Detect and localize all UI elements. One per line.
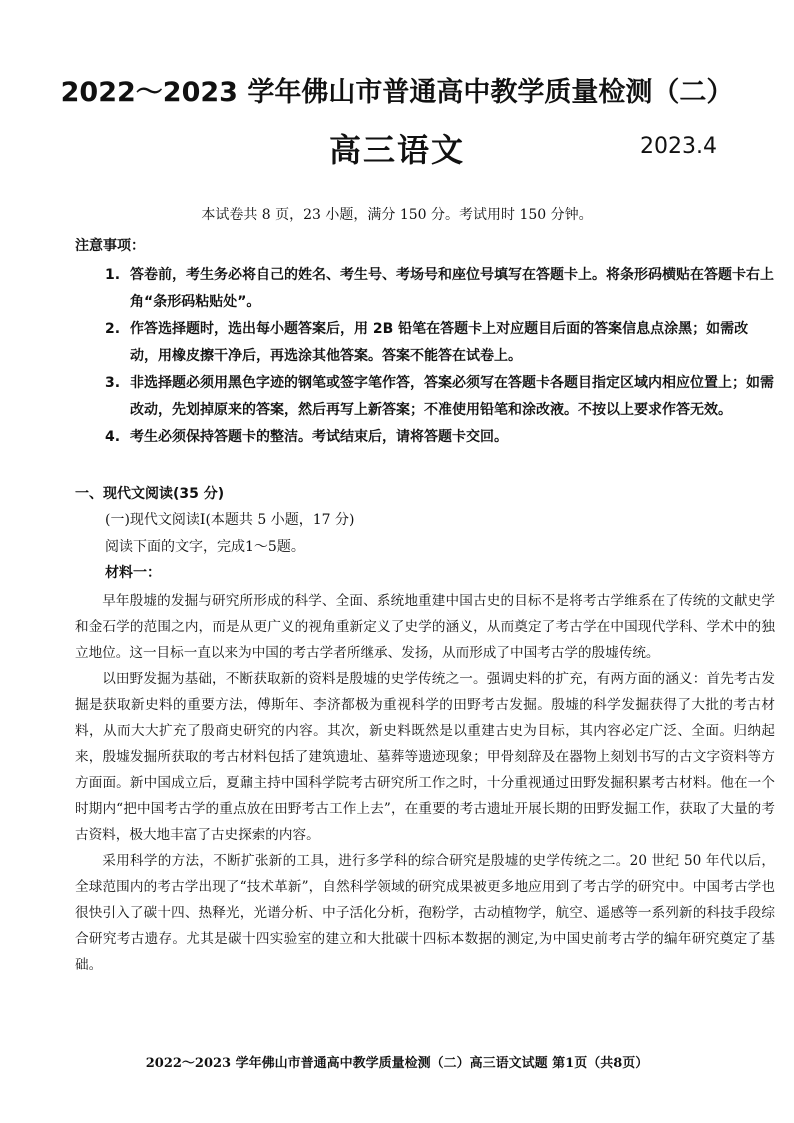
exam-title: 2022～2023 学年佛山市普通高中教学质量检测（二）	[60, 77, 734, 108]
notice-number: 3.	[105, 375, 121, 391]
notice-text: 作答选择题时，选出每小题答案后，用 2B 铅笔在答题卡上对应题目后面的答案信息点涂黑；如需改动，用橡皮擦干净后，再选涂其他答案。答案不能答在试卷上。	[130, 321, 749, 364]
notice-text: 答卷前，考生务必将自己的姓名、考生号、考场号和座位号填写在答题卡上。将条形码横贴在答题卡右上角“条形码粘贴处”。	[130, 267, 774, 310]
reading-instruction: 阅读下面的文字，完成1～5题。	[105, 539, 305, 555]
notice-number: 4.	[105, 429, 121, 445]
exam-date: 2023.4	[640, 134, 717, 159]
material-label: 材料一：	[105, 565, 161, 581]
page-footer: 2022～2023 学年佛山市普通高中教学质量检测（二）高三语文试题 第1页（共8页）	[145, 1056, 649, 1071]
passage-paragraph: 早年殷墟的发掘与研究所形成的科学、全面、系统地重建中国古史的目标不是将考古学维系在了传统的文献史学和金石学的范围之内，而是从更广义的视角重新定义了史学的涵义，从而奠定了考古学在中国现代学科、学术中的独立地位。这一目标一直以来为中国的考古学者所继承、发扬，从而形成了中国考古学的殷墟传统。	[75, 593, 775, 661]
notice-number: 2.	[105, 321, 121, 337]
notice-heading: 注意事项：	[75, 238, 145, 254]
subject-title: 高三语文	[328, 131, 465, 169]
passage-paragraph: 以田野发掘为基础，不断获取新的资料是殷墟的史学传统之一。强调史料的扩充，有两方面的涵义：首先考古发掘是获取新史料的重要方法，傅斯年、李济都极为重视科学的田野考古发掘。殷墟的科学发掘获得了大批的考古材料，从而大大扩充了殷商史研究的内容。其次，新史料既然是以重建古史为目标，其内容必定广泛、全面。归纳起来，殷墟发掘所获取的考古材料包括了建筑遗址、墓葬等遗迹现象；甲骨刻辞及在器物上刻划书写的古文字资料等方方面面。新中国成立后，夏鼐主持中国科学院考古研究所工作之时，十分重视通过田野发掘积累考古材料。他在一个时期内“把中国考古学的重点放在田野考古工作上去”，在重要的考古遗址开展长期的田野发掘工作，获取了大量的考古资料，极大地丰富了古史探索的内容。	[75, 671, 775, 843]
passage-paragraph: 采用科学的方法，不断扩张新的工具，进行多学科的综合研究是殷墟的史学传统之二。20 世纪 50 年代以后，全球范围内的考古学出现了“技术革新”，自然科学领域的研究成果被更多地应用到了考古学的研究中。中国考古学也很快引入了碳十四、热释光，光谱分析、中子活化分析，孢粉学，古动植物学，航空、遥感等一系列新的科技手段综合研究考古遗存。尤其是碳十四实验室的建立和大批碳十四标本数据的测定,为中国史前考古学的编年研究奠定了基础。	[75, 853, 775, 973]
exam-info: 本试卷共 8 页，23 小题，满分 150 分。考试用时 150 分钟。	[201, 207, 593, 223]
notice-text: 非选择题必须用黑色字迹的钢笔或签字笔作答，答案必须写在答题卡各题目指定区域内相应位置上；如需改动，先划掉原来的答案，然后再写上新答案；不准使用铅笔和涂改液。不按以上要求作答无效。	[130, 375, 774, 418]
notice-item	[105, 262, 775, 316]
notice-list	[105, 262, 775, 451]
notice-item	[105, 316, 775, 370]
notice-number: 1.	[105, 267, 121, 283]
notice-text: 考生必须保持答题卡的整洁。考试结束后，请将答题卡交回。	[130, 429, 508, 445]
section-heading: 一、现代文阅读(35 分)	[75, 486, 225, 502]
notice-item	[105, 424, 775, 451]
sub-section-heading: (一)现代文阅读Ⅰ(本题共 5 小题，17 分)	[105, 512, 355, 528]
notice-item	[105, 370, 775, 424]
reading-passage	[75, 588, 775, 978]
